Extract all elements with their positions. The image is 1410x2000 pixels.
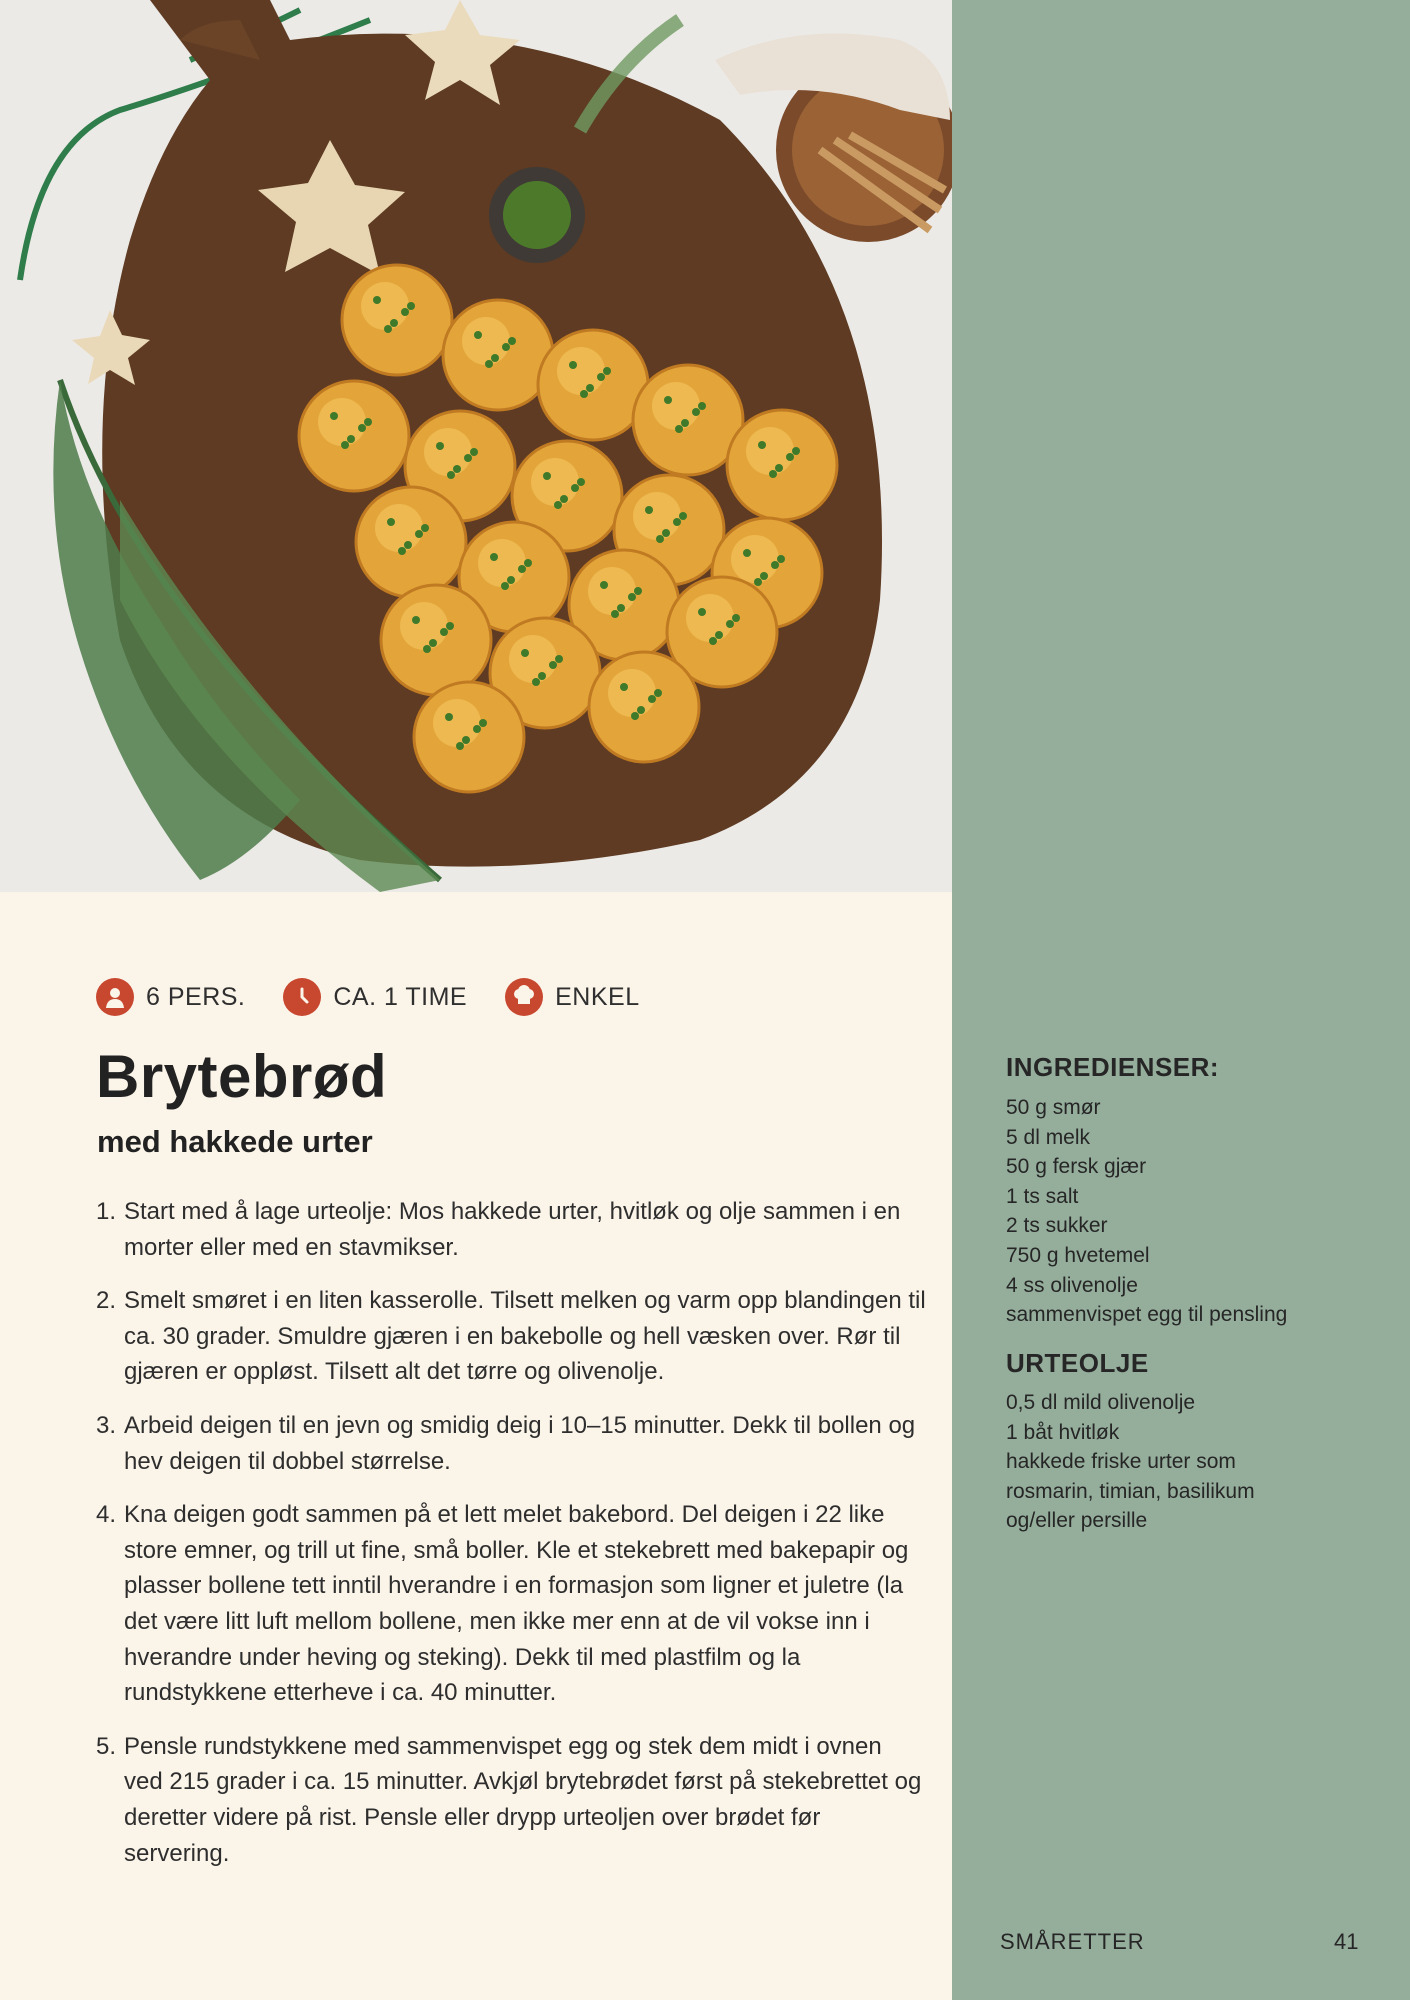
page-number: 41 [1334,1929,1359,1954]
recipe-content [0,892,952,2000]
recipe-steps [96,1194,926,1889]
herb-oil-item: 0,5 dl mild olivenolje [1006,1391,1196,1414]
step-item [96,1194,926,1265]
servings-info [96,978,245,1016]
footer-section-name: SMÅRETTER [1000,1929,1145,1954]
herb-oil-item: rosmarin, timian, basilikum [1006,1479,1255,1503]
step-item [96,1497,926,1711]
step-number: 5. [96,1732,117,1760]
herb-oil-item: 1 båt hvitløk [1006,1420,1120,1444]
ingredient-item: 750 g hvetemel [1006,1243,1150,1267]
servings-label: 6 PERS. [146,982,246,1011]
time-label: CA. 1 TIME [333,982,468,1011]
recipe-subtitle: med hakkede urter [97,1124,373,1159]
ingredients-list [1006,1093,1287,1330]
step-text: Start med å lage urteolje: Mos hakkede urter, hvitløk og olje sammen i en morter eller med en stavmikser. [124,1198,901,1261]
person-icon [96,978,134,1016]
time-info [283,978,467,1016]
difficulty-label: ENKEL [555,982,640,1011]
ingredients-sidebar [952,0,1410,2000]
step-number: 4. [96,1501,117,1529]
recipe-photo [0,0,952,892]
step-text: Pensle rundstykkene med sammenvispet egg og stek dem midt i ovnen ved 215 grader i ca. 15 minutter. Avkjøl brytebrødet først på stekebrettet og deretter videre på rist. Pensle eller drypp urteoljen over brødet før servering. [124,1732,922,1867]
step-number: 1. [96,1198,117,1225]
herb-oil-list [1006,1388,1255,1536]
ingredient-item: 50 g fersk gjær [1006,1155,1147,1179]
ingredients-heading: INGREDIENSER: [1006,1052,1220,1082]
clock-icon [283,978,321,1016]
step-text: Arbeid deigen til en jevn og smidig deig i 10–15 minutter. Dekk til bollen og hev deigen til dobbel størrelse. [124,1411,916,1475]
ingredient-item: 1 ts salt [1006,1184,1079,1208]
ingredient-item: 5 dl melk [1006,1125,1091,1149]
ingredient-item: 50 g smør [1006,1096,1101,1119]
chef-hat-icon [505,978,543,1016]
ingredient-item: 4 ss olivenolje [1006,1273,1138,1297]
herb-oil-item: hakkede friske urter som [1006,1450,1236,1474]
difficulty-info [505,978,639,1016]
step-item [96,1408,926,1479]
ingredient-item: sammenvispet egg til pensling [1006,1303,1288,1327]
step-text: Smelt smøret i en liten kasserolle. Tilsett melken og varm opp blandingen til ca. 30 grader. Smuldre gjæren i en bakebolle og hell væsken over. Rør til gjæren er oppløst. Tilsett alt det tørre og olivenolje. [124,1287,926,1386]
step-item [96,1729,926,1871]
step-text: Kna deigen godt sammen på et lett melet bakebord. Del deigen i 22 like store emner, og trill ut fine, små boller. Kle et stekebrett med bakepapir og plasser bollene tett inntil hverandre i en formasjon som ligner et juletre (la det være litt luft mellom bollene, men ikke mer enn at de vil vokse inn i hverandre under heving og steking). Dekk til med plastfilm og la rundstykkene etterheve i ca. 40 minutter. [124,1501,909,1707]
step-item [96,1283,926,1390]
step-number: 3. [96,1411,117,1439]
step-number: 2. [96,1287,117,1315]
recipe-meta [96,978,678,1016]
ingredient-item: 2 ts sukker [1006,1214,1108,1238]
recipe-title: Brytebrød [96,1043,388,1110]
herb-oil-heading: URTEOLJE [1006,1348,1149,1378]
herb-oil-item: og/eller persille [1006,1509,1148,1533]
